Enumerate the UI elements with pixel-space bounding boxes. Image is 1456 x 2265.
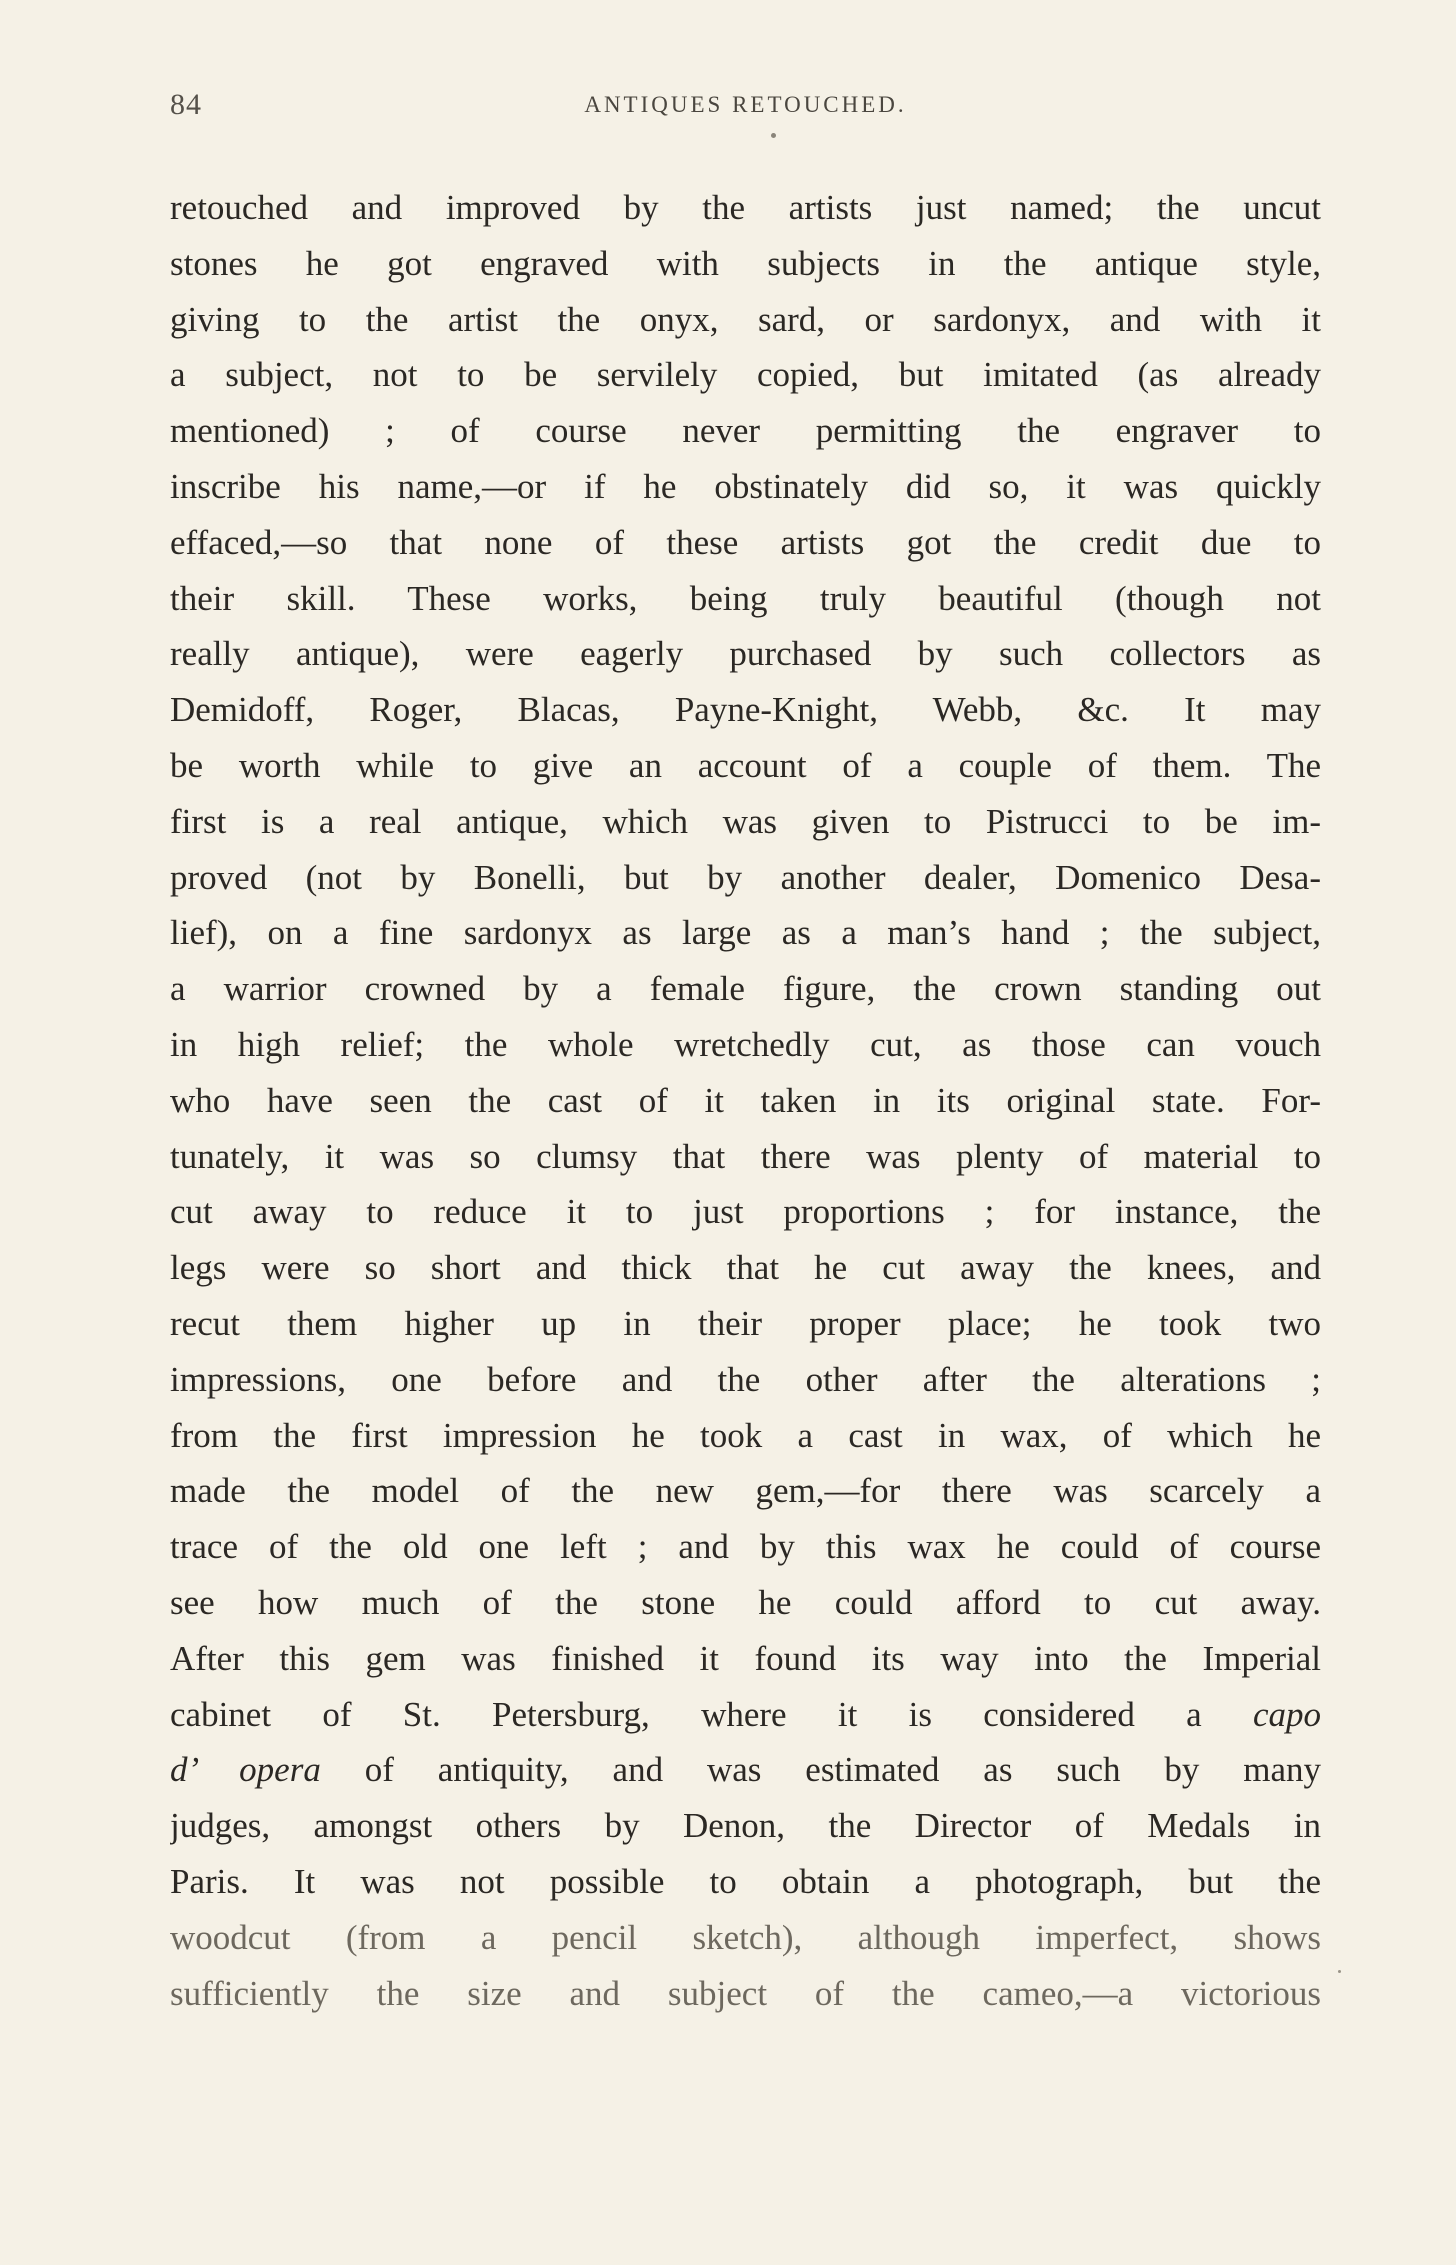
text-line: effaced,—so that none of these artists got the credit due to bbox=[170, 522, 1321, 562]
text-line: judges, amongst others by Denon, the Director of Medals in bbox=[170, 1806, 1321, 1846]
body-text bbox=[170, 180, 1321, 2021]
text-line: impressions, one before and the other after the alterations ; bbox=[170, 1359, 1321, 1399]
text-line: stones he got engraved with subjects in the antique style, bbox=[170, 243, 1321, 283]
text-line: giving to the artist the onyx, sard, or sardonyx, and with it bbox=[170, 299, 1321, 339]
text-line: first is a real antique, which was given to Pistrucci to be im- bbox=[170, 801, 1321, 841]
text-line: who have seen the cast of it taken in its original state. For- bbox=[170, 1080, 1321, 1120]
page-number: 84 bbox=[170, 88, 202, 121]
text-line-with-italic bbox=[170, 1687, 1321, 1743]
text-line: After this gem was finished it found its way into the Imperial bbox=[170, 1638, 1321, 1678]
text-line: woodcut (from a pencil sketch), although imperfect, shows bbox=[170, 1917, 1321, 1957]
text-line: lief), on a fine sardonyx as large as a man’s hand ; the subject, bbox=[170, 913, 1321, 953]
text-line: retouched and improved by the artists just named; the uncut bbox=[170, 188, 1321, 227]
text-line: be worth while to give an account of a couple of them. The bbox=[170, 745, 1321, 785]
text-line: sufficiently the size and subject of the cameo,—a victorious bbox=[170, 1973, 1321, 2013]
text-line: tunately, it was so clumsy that there was plenty of material to bbox=[170, 1136, 1321, 1176]
italic-phrase: d’ opera bbox=[170, 1750, 321, 1790]
text-line: Demidoff, Roger, Blacas, Payne-Knight, Webb, &c. It may bbox=[170, 690, 1321, 730]
text-line: their skill. These works, being truly beautiful (though not bbox=[170, 578, 1321, 618]
text-line: from the first impression he took a cast in wax, of which he bbox=[170, 1415, 1321, 1455]
ink-dot bbox=[771, 133, 776, 138]
text-line: trace of the old one left ; and by this wax he could of course bbox=[170, 1527, 1321, 1567]
text-line: proved (not by Bonelli, but by another dealer, Domenico Desa- bbox=[170, 857, 1321, 897]
text-line: made the model of the new gem,—for there was scarcely a bbox=[170, 1471, 1321, 1511]
text-line: a subject, not to be servilely copied, but imitated (as already bbox=[170, 355, 1321, 395]
text-line: in high relief; the whole wretchedly cut, as those can vouch bbox=[170, 1024, 1321, 1064]
text-line: really antique), were eagerly purchased by such collectors as bbox=[170, 634, 1321, 674]
text-line: mentioned) ; of course never permitting the engraver to bbox=[170, 411, 1321, 451]
text-line-with-italic bbox=[170, 1742, 1321, 1798]
text-line: Paris. It was not possible to obtain a photograph, but the bbox=[170, 1861, 1321, 1901]
text-line: a warrior crowned by a female figure, the crown standing out bbox=[170, 969, 1321, 1009]
ink-speck bbox=[1338, 1970, 1341, 1973]
running-title: ANTIQUES RETOUCHED. bbox=[584, 92, 907, 117]
text-line: cut away to reduce it to just proportions ; for instance, the bbox=[170, 1192, 1321, 1232]
text-line: legs were so short and thick that he cut away the knees, and bbox=[170, 1248, 1321, 1288]
text-segment: cabinet of St. Petersburg, where it is considered a bbox=[170, 1694, 1202, 1734]
text-segment: of antiquity, and was estimated as such by many bbox=[364, 1750, 1321, 1790]
running-head bbox=[170, 88, 1321, 128]
text-line: see how much of the stone he could afford to cut away. bbox=[170, 1582, 1321, 1622]
italic-phrase: capo bbox=[1252, 1694, 1321, 1734]
text-line: recut them higher up in their proper place; he took two bbox=[170, 1303, 1321, 1343]
text-line: inscribe his name,—or if he obstinately did so, it was quickly bbox=[170, 466, 1321, 506]
